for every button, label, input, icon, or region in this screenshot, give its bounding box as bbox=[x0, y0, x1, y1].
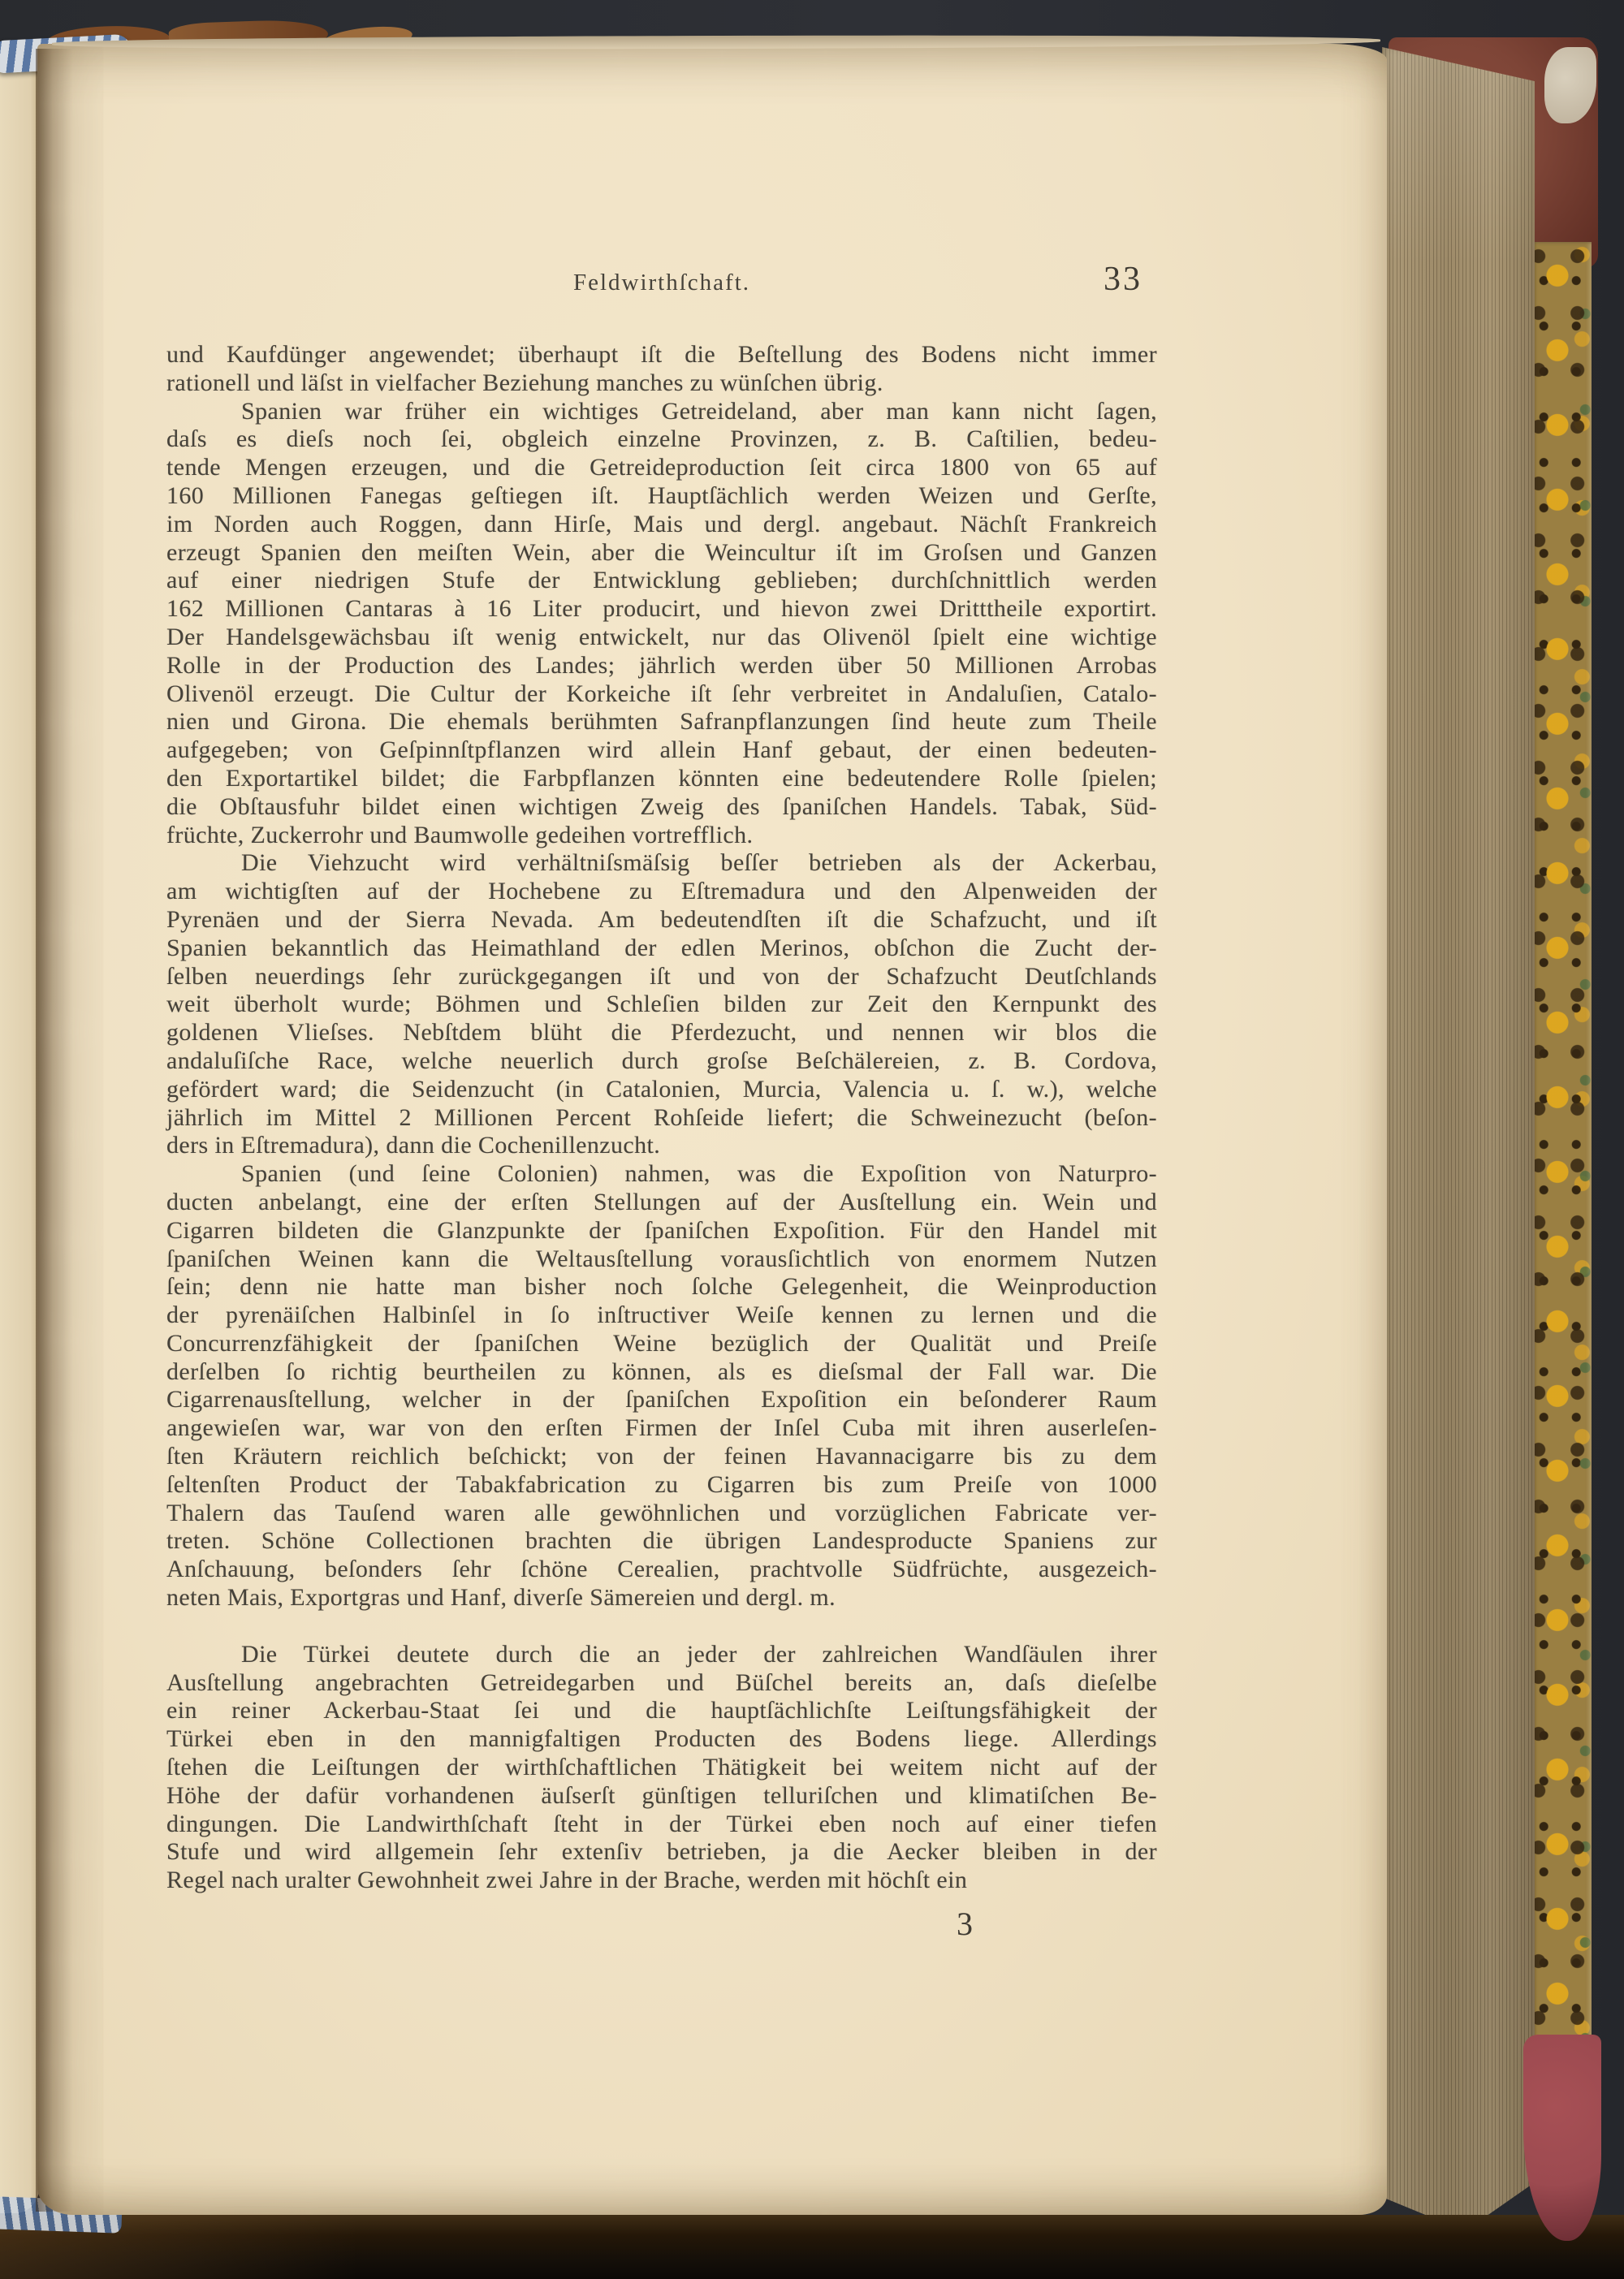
text-line: die Obſtausfuhr bildet einen wichtigen Zweig des ſpaniſchen Handels. Tabak, Süd- bbox=[166, 792, 1157, 820]
text-line: am wichtigſten auf der Hochebene zu Eſtremadura und den Alpenweiden der bbox=[166, 878, 1157, 905]
paragraph bbox=[166, 398, 1157, 850]
text-line: ders in Eſtremadura), dann die Cochenillenzucht. bbox=[166, 1132, 661, 1159]
text-line: angewieſen war, war von den erſten Firmen der Inſel Cuba mit ihren auserleſen- bbox=[166, 1414, 1157, 1442]
text-line: tende Mengen erzeugen, und die Getreideproduction ſeit circa 1800 von 65 auf bbox=[166, 454, 1157, 481]
text-line: ſpaniſchen Weinen kann die Weltausſtellung vorausſichtlich von enormem Nutzen bbox=[166, 1245, 1157, 1272]
text-line: derſelben ſo richtig beurtheilen zu können, als es dieſsmal der Fall war. Die bbox=[166, 1357, 1157, 1385]
text-line: 162 Millionen Cantaras à 16 Liter producirt, und hievon zwei Dritttheile exportirt. bbox=[166, 595, 1157, 623]
text-line: ein reiner Ackerbau-Staat ſei und die hauptſächlichſte Leiſtungsfähigkeit der bbox=[166, 1697, 1157, 1724]
page-number: 33 bbox=[1104, 261, 1142, 298]
text-line: auf einer niedrigen Stufe der Entwicklung geblieben; durchſchnittlich werden bbox=[166, 567, 1157, 594]
text-line: andaluſiſche Race, welche neuerlich durch groſse Beſchälereien, z. B. Cordova, bbox=[166, 1047, 1157, 1074]
text-line: weit überholt wurde; Böhmen und Schleſien bilden zur Zeit den Kernpunkt des bbox=[166, 991, 1157, 1018]
text-line: Pyrenäen und der Sierra Nevada. Am bedeutendſten iſt die Schafzucht, und iſt bbox=[166, 905, 1157, 933]
text-line: Spanien war früher ein wichtiges Getreideland, aber man kann nicht ſagen, bbox=[241, 397, 1157, 425]
paragraph bbox=[166, 849, 1157, 1160]
text-line: Spanien (und ſeine Colonien) nahmen, was die Expoſition von Naturpro- bbox=[241, 1160, 1157, 1188]
facing-page-edge bbox=[0, 47, 39, 2213]
text-line: Höhe der dafür vorhandenen äuſserſt günſtigen telluriſchen und klimatiſchen Be- bbox=[166, 1781, 1157, 1809]
text-line: Cigarren bildeten die Glanzpunkte der ſpaniſchen Expoſition. Für den Handel mit bbox=[166, 1216, 1157, 1244]
running-header bbox=[166, 260, 1157, 309]
text-line: Olivenöl erzeugt. Die Cultur der Korkeiche iſt ſehr verbreitet in Andaluſien, Catalo- bbox=[166, 680, 1157, 707]
text-line: ſtehen die Leiſtungen der wirthſchaftlichen Thätigkeit bei weitem nicht auf der bbox=[166, 1754, 1157, 1781]
text-line: erzeugt Spanien den meiſten Wein, aber die Weincultur iſt im Groſsen und Ganzen bbox=[166, 538, 1157, 566]
text-line: Cigarrenausſtellung, welcher in der ſpaniſchen Expoſition ein beſonderer Raum bbox=[166, 1386, 1157, 1414]
text-line: früchte, Zuckerrohr und Baumwolle gedeihen vortrefflich. bbox=[166, 821, 754, 848]
paragraph bbox=[166, 1641, 1157, 1895]
text-line: und Kaufdünger angewendet; überhaupt iſt die Beſtellung des Bodens nicht immer bbox=[166, 341, 1157, 368]
text-line: Der Handelsgewächsbau iſt wenig entwickelt, nur das Olivenöl ſpielt eine wichtige bbox=[166, 623, 1157, 650]
text-line: aufgegeben; von Geſpinnſtpflanzen wird allein Hanf gebaut, der einen bedeuten- bbox=[166, 736, 1157, 764]
text-line: Stufe und wird allgemein ſehr extenſiv betrieben, ja die Aecker bleiben in der bbox=[166, 1838, 1157, 1866]
text-line: dingungen. Die Landwirthſchaft ſteht in der Türkei eben noch auf einer tiefen bbox=[166, 1810, 1157, 1837]
text-line: ſein; denn nie hatte man bisher noch ſolche Gelegenheit, die Weinproduction bbox=[166, 1273, 1157, 1301]
paragraph bbox=[166, 341, 1157, 398]
text-line: Regel nach uralter Gewohnheit zwei Jahre in der Brache, werden mit höchſt ein bbox=[166, 1867, 968, 1894]
running-title: Feldwirthſchaft. bbox=[572, 270, 751, 296]
text-line: rationell und läſst in vielfacher Beziehung manches zu wünſchen übrig. bbox=[166, 369, 883, 396]
marbled-cover-edge bbox=[1531, 242, 1592, 2039]
text-line: Türkei eben in den mannigfaltigen Producten des Bodens liege. Allerdings bbox=[166, 1725, 1157, 1753]
signature-mark: 3 bbox=[957, 1906, 973, 1942]
text-line: den Exportartikel bildet; die Farbpflanzen könnten eine bedeutendere Rolle ſpielen; bbox=[166, 764, 1157, 792]
page-text bbox=[166, 341, 1157, 1895]
text-line: im Norden auch Roggen, dann Hirſe, Mais und dergl. angebaut. Nächſt Frankreich bbox=[166, 510, 1157, 537]
text-line: 160 Millionen Fanegas geſtiegen iſt. Hauptſächlich werden Weizen und Gerſte, bbox=[166, 481, 1157, 509]
text-line: ſten Kräutern reichlich beſchickt; von der feinen Havannacigarre bis zu dem bbox=[166, 1443, 1157, 1470]
leather-corner-bottom bbox=[1523, 2035, 1601, 2241]
text-line: nien und Girona. Die ehemals berühmten Safranpflanzungen ſind heute zum Theile bbox=[166, 708, 1157, 736]
text-line: Anſchauung, beſonders ſehr ſchöne Cerealien, prachtvolle Südfrüchte, ausgezeich- bbox=[166, 1556, 1157, 1583]
text-line: Rolle in der Production des Landes; jährlich werden über 50 Millionen Arrobas bbox=[166, 651, 1157, 679]
text-line: Concurrenzfähigkeit der ſpaniſchen Weine bezüglich der Qualität und Preiſe bbox=[166, 1329, 1157, 1357]
text-line: gefördert ward; die Seidenzucht (in Catalonien, Murcia, Valencia u. ſ. w.), welche bbox=[166, 1075, 1157, 1103]
text-line: neten Mais, Exportgras und Hanf, diverſe Sämereien und dergl. m. bbox=[166, 1584, 836, 1612]
text-line: jährlich im Mittel 2 Millionen Percent Rohſeide liefert; die Schweinezucht (beſon- bbox=[166, 1103, 1157, 1131]
text-line: ducten anbelangt, eine der erſten Stellungen auf der Ausſtellung ein. Wein und bbox=[166, 1188, 1157, 1215]
text-line: Thalern das Tauſend waren alle gewöhnlichen und vorzüglichen Fabricate ver- bbox=[166, 1499, 1157, 1526]
text-line: Ausſtellung angebrachten Getreidegarben und Büſchel bereits an, daſs dieſelbe bbox=[166, 1668, 1157, 1696]
text-line: daſs es dieſs noch ſei, obgleich einzelne Provinzen, z. B. Caſtilien, bedeu- bbox=[166, 425, 1157, 453]
fore-edge-pages bbox=[1382, 47, 1535, 2231]
cover-board-bottom bbox=[0, 2215, 1624, 2279]
text-line: Die Türkei deutete durch die an jeder der zahlreichen Wandſäulen ihrer bbox=[241, 1640, 1157, 1668]
paragraph bbox=[166, 1160, 1157, 1612]
text-line: Spanien bekanntlich das Heimathland der edlen Merinos, obſchon die Zucht der- bbox=[166, 934, 1157, 961]
text-line: ſelben neuerdings ſehr zurückgegangen iſt und von der Schafzucht Deutſchlands bbox=[166, 962, 1157, 990]
text-line: Die Viehzucht wird verhältniſsmäſsig beſſer betrieben als der Ackerbau, bbox=[241, 849, 1157, 877]
text-line: ſeltenſten Product der Tabakfabrication zu Cigarren bis zum Preiſe von 1000 bbox=[166, 1470, 1157, 1498]
gutter-shadow bbox=[36, 49, 73, 2212]
text-line: der pyrenäiſchen Halbinſel in ſo inſtructiver Weiſe kennen zu lernen und die bbox=[166, 1301, 1157, 1329]
text-line: treten. Schöne Collectionen brachten die übrigen Landesproducte Spaniens zur bbox=[166, 1527, 1157, 1555]
text-line: goldenen Vlieſses. Nebſtdem blüht die Pferdezucht, und nennen wir blos die bbox=[166, 1019, 1157, 1047]
